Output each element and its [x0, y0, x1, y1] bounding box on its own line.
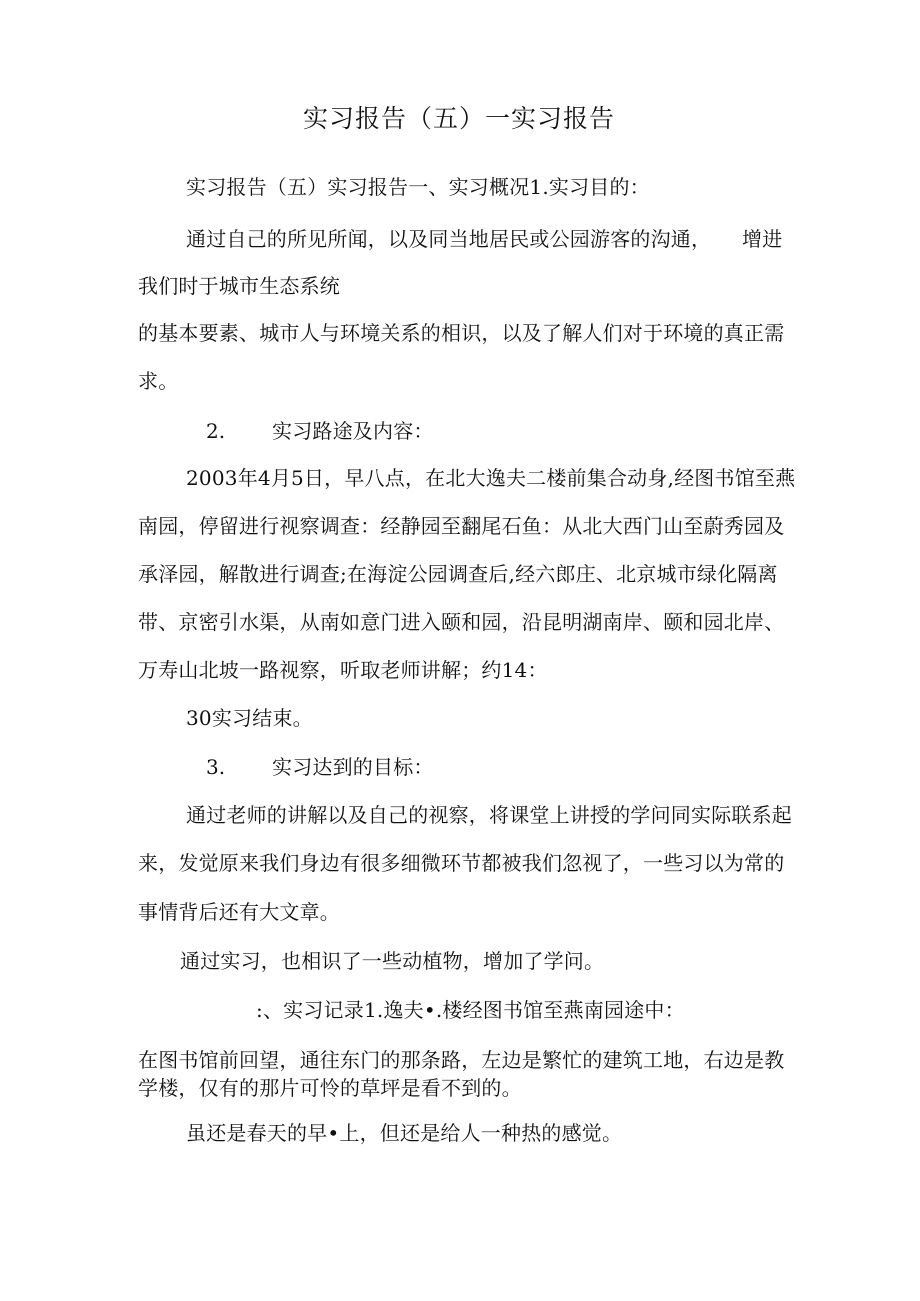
paragraph-1-line-2: 我们时于城市生态系统: [138, 274, 340, 298]
paragraph-2-line: 30实习结束。: [186, 706, 313, 730]
paragraph-2-line: 2003年4月5日，早八点，在北大逸夫二楼前集合动身,经图书馆至燕: [186, 466, 796, 490]
paragraph-5-line: 学楼，仅有的那片可怜的草坪是看不到的。: [138, 1076, 522, 1100]
section-3-heading: 实习达到的目标：: [272, 755, 434, 779]
paragraph-2-line: 万寿山北坡一路视察，听取老师讲解；约14：: [138, 658, 548, 682]
paragraph-2-line: 承泽园，解散进行调查;在海淀公园调查后,经六郎庄、北京城市绿化隔离: [138, 562, 778, 586]
paragraph-3-line: 事情背后还有大文章。: [138, 900, 340, 924]
paragraph-1-line-1: 通过自己的所见所闻，以及同当地居民或公园游客的沟通，: [186, 227, 712, 251]
page-title: 实习报告（五）一实习报告: [303, 104, 616, 133]
paragraph-2-line: 带、京密引水渠，从南如意门进入颐和园，沿昆明湖南岸、颐和园北岸、: [138, 610, 785, 634]
paragraph-1-line-1-end: 增进: [742, 227, 783, 251]
paragraph-3-line: 来，发觉原来我们身边有很多细微环节都被我们忽视了，一些习以为常的: [138, 851, 785, 875]
paragraph-3-line: 通过老师的讲解以及自己的视察，将课堂上讲授的学问同实际联系起: [186, 803, 792, 827]
paragraph-1-line-3: 的基本要素、城市人与环境关系的相识，以及了解人们对于环境的真正需: [138, 321, 785, 345]
paragraph-4: 通过实习，也相识了一些动植物，增加了学问。: [180, 949, 605, 973]
paragraph-2-line: 南园，停留进行视察调查：经静园至翻尾石鱼：从北大西门山至蔚秀园及: [138, 514, 785, 538]
paragraph-1-line-4: 求。: [138, 369, 179, 393]
record-heading: :、实习记录1.逸夫•.楼经图书馆至燕南园途中：: [256, 998, 685, 1022]
intro-line: 实习报告（五）实习报告一、实习概况1.实习目的：: [186, 175, 650, 199]
paragraph-6: 虽还是春天的早•上，但还是给人一种热的感觉。: [186, 1121, 623, 1145]
paragraph-5-line: 在图书馆前回望，通往东门的那条路，左边是繁忙的建筑工地，右边是教: [138, 1048, 785, 1072]
section-3-number: 3.: [206, 755, 226, 779]
section-2-number: 2.: [206, 419, 226, 443]
section-2-heading: 实习路途及内容：: [272, 419, 434, 443]
